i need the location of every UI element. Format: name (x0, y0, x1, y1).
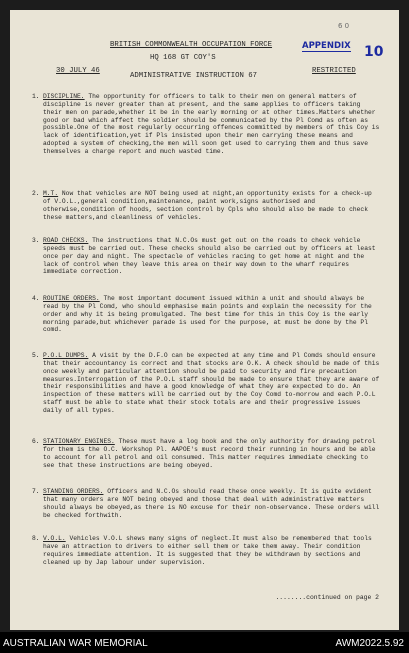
appendix-annotation: APPENDIX (302, 41, 351, 51)
footer-reference: AWM2022.5.92 (335, 638, 404, 649)
paragraph-number: 4. (32, 295, 40, 302)
paragraph-road-checks (43, 237, 383, 276)
paragraph-discipline (43, 93, 383, 156)
paragraph-heading: STANDING ORDERS. (43, 488, 104, 495)
paragraph-heading: DISCIPLINE. (43, 93, 85, 100)
paragraph-number: 8. (32, 535, 40, 542)
paragraph-stationary-engines (43, 438, 383, 469)
paragraph-text: The instructions that N.C.Os must get out on the roads to check vehicle speeds must be carried out. These checks should also be carried out by officers at least once per day and night. The spectacle of vehicles racing to get home at night and the lack of control when they leave this area on their way down to the wharf requires immediate correction. (43, 237, 376, 276)
header-unit: HQ 168 GT COY'S (150, 54, 216, 62)
paragraph-text: Now that vehicles are NOT being used at night,an opportunity exists for a check-up of V.O.L.,general condition,maintenance, paint work,signs authorised and otherwise,condition of hoods, section control by Cpls who should also be made to check these matters,and cleanliness of vehicles. (43, 190, 372, 221)
paragraph-heading: V.O.L. (43, 535, 66, 542)
paragraph-number: 6. (32, 438, 40, 445)
paragraph-pol-dumps (43, 352, 383, 415)
paragraph-text: A visit by the D.F.O can be expected at any time and Pl Comds should ensure that their accountancy is correct and that stocks are O.K. A check should be made of this once weekly and particular attention should be paid to security and fire precaution measures.Interrogation of the P.O.L staff should be made to ensure that they are aware of their responsibilities and have a good knowledge of what they are expected to do. An inspection of these matters will be carried out by the Coy Comd to-morrow and each P.O.L staff must be able to state what their stock totals are and their progressive issues daily of all types. (43, 352, 380, 414)
paragraph-heading: M.T. (43, 190, 59, 197)
paragraph-number: 7. (32, 488, 40, 495)
header-org: BRITISH COMMONWEALTH OCCUPATION FORCE (110, 41, 273, 49)
paragraph-standing-orders (43, 488, 383, 519)
footer-bar (0, 632, 409, 653)
paragraph-heading: P.O.L DUMPS. (43, 352, 89, 359)
continued-note: ........continued on page 2 (275, 594, 379, 601)
header-classification: RESTRICTED (312, 67, 356, 75)
paragraph-text: These must have a log book and the only authority for drawing petrol for them is the O.C. Workshop Pl. AAPOE's must record their running in hours and be able to account for all petrol and oil consumed. This matter requires immediate checking to see that these instructions are being obeyed. (43, 438, 376, 469)
paragraph-number: 3. (32, 237, 40, 244)
appendix-number-annotation: 10 (364, 44, 384, 60)
footer-source: AUSTRALIAN WAR MEMORIAL (3, 638, 148, 649)
paragraph-routine-orders (43, 295, 383, 334)
paragraph-heading: ROUTINE ORDERS. (43, 295, 100, 302)
paragraph-vol (43, 535, 383, 566)
paragraph-text: Vehicles V.O.L shews many signs of neglect.It must also be remembered that tools have an attraction to drivers to either sell them or take them away. Their condition requires immediate attention. It is suggested that they be withdrawn by sections and cleaned up by Jap labour under supervision. (43, 535, 372, 566)
paragraph-number: 5. (32, 352, 40, 359)
paragraph-text: Officers and N.C.Os should read these once weekly. It is quite evident that many orders are NOT being obeyed and those that deal with administrative matters should always be obeyed,as there is NO excuse for their non-observance. These orders will be checked forthwith. (43, 488, 380, 519)
paragraph-mt (43, 190, 383, 221)
paragraph-text: The most important document issued within a unit and should always be read by the Pl Comd, who should emphasise main points and explain the necessity for the order and why it is being promulgated. The best time for this in this Coy is the early morning parade,but whichever parade is used for the purpose, at must be done by the Pl comd. (43, 295, 372, 334)
header-date: 30 JULY 46 (56, 67, 100, 75)
document-page (10, 10, 399, 630)
paragraph-number: 2. (32, 190, 40, 197)
paragraph-heading: ROAD CHECKS. (43, 237, 89, 244)
header-instruction: ADMINISTRATIVE INSTRUCTION 67 (130, 72, 257, 80)
paragraph-text: The opportunity for officers to talk to their men on general matters of discipline is never greater than at present, and the same applies to officers taking their men on parade,whether it be in the early morning or at other times.Matters whether good or bad which affect the soldier should be communicated by the Pl Comd as often as possible.One of the most regularly occurring offences committed by members of this Coy is lack of identification,yet if Pls insisted upon their men carrying these means and adopted a system of checking,the men will soon get used to carrying them and thus save themselves a charge report and much wasted time. (43, 93, 380, 155)
paragraph-heading: STATIONARY ENGINES. (43, 438, 115, 445)
paragraph-number: 1. (32, 93, 40, 100)
corner-annotation: 6 0 (338, 22, 350, 30)
